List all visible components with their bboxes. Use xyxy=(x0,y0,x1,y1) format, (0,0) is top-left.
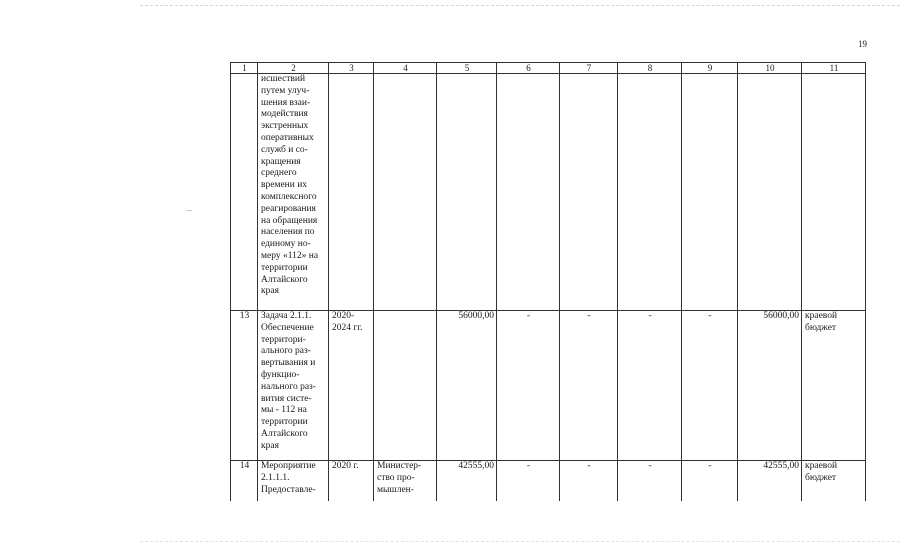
column-header: 11 xyxy=(802,63,866,74)
column-header: 5 xyxy=(437,63,497,74)
executor-cell xyxy=(374,74,437,311)
program-table xyxy=(230,62,866,501)
executor-cell xyxy=(374,311,437,461)
value-cell: - xyxy=(682,461,738,502)
table-row xyxy=(231,74,866,311)
description-cell: исшествий путем улуч- шения взаи- модействия экстренных оперативных служб и со- кращения среднего времени их комплексного реагирования на обращения населения по единому но- меру «112» на территории Алтайского края xyxy=(258,74,329,311)
value-cell: - xyxy=(560,311,618,461)
value-cell: - xyxy=(497,461,560,502)
total-cell xyxy=(437,74,497,311)
description-cell: Мероприятие 2.1.1.1. Предоставле- xyxy=(258,461,329,502)
executor-cell: Министер- ство про- мышлен- xyxy=(374,461,437,502)
value-cell xyxy=(560,74,618,311)
funding-source-cell: краевой бюджет xyxy=(802,311,866,461)
value-cell: - xyxy=(618,461,682,502)
scan-edge-bottom xyxy=(140,541,900,543)
value-cell: 56000,00 xyxy=(738,311,802,461)
row-number-cell: 14 xyxy=(231,461,258,502)
column-header: 3 xyxy=(329,63,374,74)
column-header: 7 xyxy=(560,63,618,74)
value-cell xyxy=(738,74,802,311)
value-cell: - xyxy=(497,311,560,461)
page-number: 19 xyxy=(858,39,867,49)
scan-edge-top xyxy=(140,5,900,7)
period-cell xyxy=(329,74,374,311)
total-cell: 42555,00 xyxy=(437,461,497,502)
value-cell xyxy=(682,74,738,311)
value-cell xyxy=(497,74,560,311)
period-cell: 2020 г. xyxy=(329,461,374,502)
column-header: 6 xyxy=(497,63,560,74)
table-row xyxy=(231,461,866,502)
value-cell xyxy=(618,74,682,311)
value-cell: - xyxy=(618,311,682,461)
header-row xyxy=(231,63,866,74)
period-cell: 2020- 2024 гг. xyxy=(329,311,374,461)
column-header: 9 xyxy=(682,63,738,74)
row-number-cell: 13 xyxy=(231,311,258,461)
value-cell: 42555,00 xyxy=(738,461,802,502)
column-header: 10 xyxy=(738,63,802,74)
funding-source-cell: краевой бюджет xyxy=(802,461,866,502)
column-header: 4 xyxy=(374,63,437,74)
column-header: 2 xyxy=(258,63,329,74)
scan-mark xyxy=(186,210,192,211)
table-row xyxy=(231,311,866,461)
description-cell: Задача 2.1.1. Обеспечение территори- ального раз- вертывания и функцио- нального раз- вития систе- мы - 112 на территории Алтайского края xyxy=(258,311,329,461)
row-number-cell xyxy=(231,74,258,311)
column-header: 1 xyxy=(231,63,258,74)
total-cell: 56000,00 xyxy=(437,311,497,461)
value-cell: - xyxy=(682,311,738,461)
funding-source-cell xyxy=(802,74,866,311)
value-cell: - xyxy=(560,461,618,502)
column-header: 8 xyxy=(618,63,682,74)
